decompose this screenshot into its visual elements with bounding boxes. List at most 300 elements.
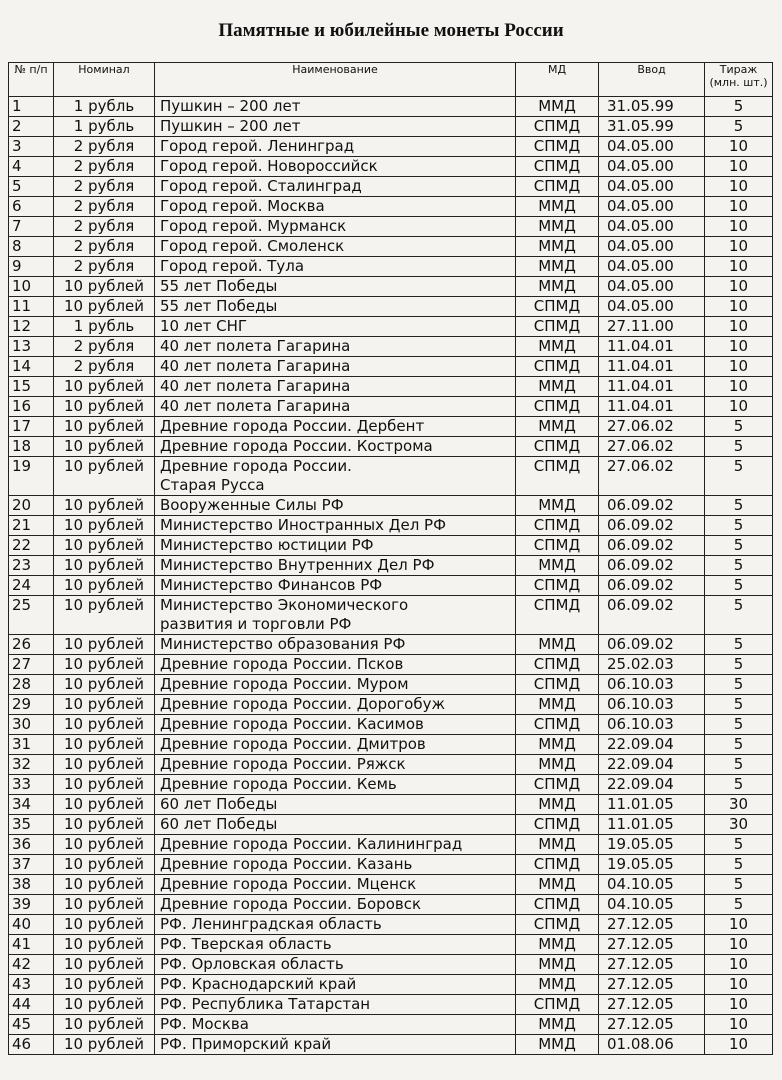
table-row [9, 995, 773, 1015]
row-name: Министерство Иностранных Дел РФ [155, 516, 516, 536]
row-mint: СПМД [516, 576, 599, 596]
table-row [9, 217, 773, 237]
row-nominal: 10 рублей [54, 417, 155, 437]
row-nominal: 10 рублей [54, 635, 155, 655]
row-date: 06.09.02 [599, 496, 705, 516]
row-mint: ММД [516, 975, 599, 995]
table-row [9, 1015, 773, 1035]
table-row [9, 97, 773, 117]
row-name: Древние города России. Касимов [155, 715, 516, 735]
row-name: 60 лет Победы [155, 795, 516, 815]
table-row [9, 496, 773, 516]
coins-table [8, 62, 773, 1055]
table-row [9, 795, 773, 815]
row-number: 3 [9, 137, 54, 157]
row-number: 10 [9, 277, 54, 297]
row-mintage: 10 [705, 297, 773, 317]
row-mintage: 10 [705, 1035, 773, 1055]
table-row [9, 177, 773, 197]
row-date: 06.10.03 [599, 715, 705, 735]
row-date: 06.09.02 [599, 516, 705, 536]
row-mintage: 5 [705, 895, 773, 915]
row-nominal: 10 рублей [54, 277, 155, 297]
row-mintage: 10 [705, 337, 773, 357]
row-name: РФ. Тверская область [155, 935, 516, 955]
row-name: Министерство Финансов РФ [155, 576, 516, 596]
row-name: Министерство образования РФ [155, 635, 516, 655]
row-number: 17 [9, 417, 54, 437]
row-date: 27.12.05 [599, 915, 705, 935]
row-mint: СПМД [516, 437, 599, 457]
row-number: 13 [9, 337, 54, 357]
row-date: 06.09.02 [599, 576, 705, 596]
row-nominal: 2 рубля [54, 337, 155, 357]
row-date: 19.05.05 [599, 855, 705, 875]
row-date: 04.05.00 [599, 177, 705, 197]
row-number: 26 [9, 635, 54, 655]
row-nominal: 10 рублей [54, 377, 155, 397]
row-nominal: 2 рубля [54, 257, 155, 277]
row-mintage: 5 [705, 496, 773, 516]
table-row [9, 277, 773, 297]
row-mint: СПМД [516, 177, 599, 197]
page-title: Памятные и юбилейные монеты России [218, 20, 564, 41]
row-mintage: 30 [705, 795, 773, 815]
row-name: Древние города России. Боровск [155, 895, 516, 915]
row-mint: СПМД [516, 516, 599, 536]
table-row [9, 895, 773, 915]
row-nominal: 10 рублей [54, 437, 155, 457]
row-mintage: 10 [705, 277, 773, 297]
row-mint: СПМД [516, 895, 599, 915]
row-number: 35 [9, 815, 54, 835]
row-mint: СПМД [516, 157, 599, 177]
row-mintage: 10 [705, 1015, 773, 1035]
row-number: 23 [9, 556, 54, 576]
row-date: 27.12.05 [599, 935, 705, 955]
row-nominal: 10 рублей [54, 895, 155, 915]
row-number: 1 [9, 97, 54, 117]
row-mintage: 5 [705, 635, 773, 655]
table-row [9, 197, 773, 217]
row-nominal: 10 рублей [54, 815, 155, 835]
row-name: РФ. Москва [155, 1015, 516, 1035]
row-number: 40 [9, 915, 54, 935]
row-number: 24 [9, 576, 54, 596]
row-number: 45 [9, 1015, 54, 1035]
row-date: 27.12.05 [599, 955, 705, 975]
row-mintage: 5 [705, 675, 773, 695]
table-header-row [9, 63, 773, 97]
row-number: 46 [9, 1035, 54, 1055]
row-mintage: 5 [705, 576, 773, 596]
row-nominal: 1 рубль [54, 97, 155, 117]
row-mintage: 5 [705, 516, 773, 536]
row-date: 11.01.05 [599, 795, 705, 815]
table-row [9, 695, 773, 715]
row-name: Древние города России. Калининград [155, 835, 516, 855]
row-nominal: 2 рубля [54, 137, 155, 157]
row-number: 20 [9, 496, 54, 516]
row-number: 22 [9, 536, 54, 556]
row-nominal: 10 рублей [54, 875, 155, 895]
header-date: Ввод [599, 63, 705, 97]
row-number: 36 [9, 835, 54, 855]
row-name: Город герой. Смоленск [155, 237, 516, 257]
row-date: 25.02.03 [599, 655, 705, 675]
row-name: 40 лет полета Гагарина [155, 377, 516, 397]
row-mint: СПМД [516, 317, 599, 337]
row-nominal: 10 рублей [54, 855, 155, 875]
row-mint: СПМД [516, 995, 599, 1015]
row-nominal: 10 рублей [54, 835, 155, 855]
row-nominal: 10 рублей [54, 655, 155, 675]
row-number: 2 [9, 117, 54, 137]
row-date: 06.09.02 [599, 635, 705, 655]
row-name: Древние города России. Кострома [155, 437, 516, 457]
row-mintage: 5 [705, 695, 773, 715]
row-nominal: 10 рублей [54, 715, 155, 735]
row-nominal: 10 рублей [54, 596, 155, 635]
row-name: Древние города России. Дорогобуж [155, 695, 516, 715]
row-mintage: 5 [705, 596, 773, 635]
row-mint: ММД [516, 217, 599, 237]
row-name: Город герой. Тула [155, 257, 516, 277]
row-nominal: 2 рубля [54, 217, 155, 237]
row-mint: СПМД [516, 815, 599, 835]
row-number: 42 [9, 955, 54, 975]
row-number: 12 [9, 317, 54, 337]
row-number: 25 [9, 596, 54, 635]
row-mintage: 10 [705, 915, 773, 935]
row-mintage: 5 [705, 875, 773, 895]
row-name: Город герой. Москва [155, 197, 516, 217]
row-name: Древние города России. Старая Русса [155, 457, 516, 496]
table-row [9, 417, 773, 437]
header-md: МД [516, 63, 599, 97]
row-mint: ММД [516, 377, 599, 397]
row-nominal: 1 рубль [54, 117, 155, 137]
row-mintage: 10 [705, 177, 773, 197]
row-nominal: 10 рублей [54, 935, 155, 955]
row-number: 15 [9, 377, 54, 397]
row-name: РФ. Краснодарский край [155, 975, 516, 995]
row-date: 19.05.05 [599, 835, 705, 855]
row-name: Город герой. Новороссийск [155, 157, 516, 177]
row-date: 27.12.05 [599, 1015, 705, 1035]
row-mintage: 10 [705, 257, 773, 277]
table-row [9, 137, 773, 157]
row-mint: ММД [516, 635, 599, 655]
row-number: 39 [9, 895, 54, 915]
row-nominal: 10 рублей [54, 536, 155, 556]
table-row [9, 815, 773, 835]
row-nominal: 10 рублей [54, 1015, 155, 1035]
row-date: 27.11.00 [599, 317, 705, 337]
row-date: 06.09.02 [599, 556, 705, 576]
row-number: 18 [9, 437, 54, 457]
row-number: 29 [9, 695, 54, 715]
row-mint: ММД [516, 795, 599, 815]
row-name: 40 лет полета Гагарина [155, 357, 516, 377]
row-number: 7 [9, 217, 54, 237]
table-row [9, 655, 773, 675]
row-name: Министерство Экономического развития и торговли РФ [155, 596, 516, 635]
row-number: 5 [9, 177, 54, 197]
table-row [9, 735, 773, 755]
row-number: 8 [9, 237, 54, 257]
row-mint: СПМД [516, 655, 599, 675]
table-row [9, 875, 773, 895]
row-name: 55 лет Победы [155, 277, 516, 297]
row-date: 11.04.01 [599, 397, 705, 417]
row-mint: СПМД [516, 357, 599, 377]
row-mint: СПМД [516, 715, 599, 735]
row-number: 33 [9, 775, 54, 795]
table-row [9, 317, 773, 337]
row-number: 38 [9, 875, 54, 895]
row-mintage: 5 [705, 556, 773, 576]
row-nominal: 10 рублей [54, 297, 155, 317]
row-nominal: 10 рублей [54, 915, 155, 935]
row-mintage: 5 [705, 457, 773, 496]
row-name: 10 лет СНГ [155, 317, 516, 337]
row-date: 04.10.05 [599, 875, 705, 895]
row-name: Город герой. Мурманск [155, 217, 516, 237]
row-number: 21 [9, 516, 54, 536]
table-row [9, 457, 773, 496]
row-mintage: 5 [705, 97, 773, 117]
row-mintage: 5 [705, 715, 773, 735]
header-run: Тираж (млн. шт.) [705, 63, 773, 97]
row-mint: ММД [516, 1035, 599, 1055]
row-name: Пушкин – 200 лет [155, 97, 516, 117]
row-date: 11.04.01 [599, 337, 705, 357]
row-date: 31.05.99 [599, 97, 705, 117]
table-body [9, 97, 773, 1055]
table-row [9, 377, 773, 397]
row-nominal: 2 рубля [54, 237, 155, 257]
table-row [9, 975, 773, 995]
row-mint: ММД [516, 277, 599, 297]
row-nominal: 2 рубля [54, 197, 155, 217]
table-row [9, 675, 773, 695]
row-mint: ММД [516, 755, 599, 775]
row-mint: ММД [516, 556, 599, 576]
row-name: Древние города России. Дмитров [155, 735, 516, 755]
row-nominal: 10 рублей [54, 955, 155, 975]
table-row [9, 237, 773, 257]
header-name: Наименование [155, 63, 516, 97]
row-number: 9 [9, 257, 54, 277]
table-row [9, 855, 773, 875]
row-mint: СПМД [516, 775, 599, 795]
row-mint: ММД [516, 1015, 599, 1035]
row-nominal: 10 рублей [54, 795, 155, 815]
row-name: РФ. Республика Татарстан [155, 995, 516, 1015]
row-date: 27.06.02 [599, 417, 705, 437]
table-row [9, 337, 773, 357]
row-mint: ММД [516, 97, 599, 117]
row-mint: СПМД [516, 137, 599, 157]
row-mint: ММД [516, 417, 599, 437]
row-date: 04.05.00 [599, 217, 705, 237]
row-mintage: 5 [705, 437, 773, 457]
row-mintage: 10 [705, 995, 773, 1015]
row-mintage: 10 [705, 217, 773, 237]
row-number: 32 [9, 755, 54, 775]
row-mintage: 5 [705, 755, 773, 775]
row-date: 06.09.02 [599, 596, 705, 635]
table-row [9, 157, 773, 177]
row-nominal: 1 рубль [54, 317, 155, 337]
row-mintage: 10 [705, 197, 773, 217]
row-mint: СПМД [516, 297, 599, 317]
row-date: 04.05.00 [599, 257, 705, 277]
row-mintage: 10 [705, 935, 773, 955]
row-number: 4 [9, 157, 54, 177]
row-mintage: 10 [705, 955, 773, 975]
table-row [9, 835, 773, 855]
row-number: 11 [9, 297, 54, 317]
row-name: 40 лет полета Гагарина [155, 337, 516, 357]
row-date: 27.06.02 [599, 437, 705, 457]
row-mint: ММД [516, 935, 599, 955]
row-nominal: 10 рублей [54, 556, 155, 576]
table-row [9, 117, 773, 137]
row-mint: СПМД [516, 457, 599, 496]
row-mintage: 30 [705, 815, 773, 835]
table-row [9, 357, 773, 377]
row-number: 30 [9, 715, 54, 735]
row-name: РФ. Приморский край [155, 1035, 516, 1055]
row-mint: ММД [516, 197, 599, 217]
row-date: 06.09.02 [599, 536, 705, 556]
row-mint: СПМД [516, 915, 599, 935]
table-row [9, 556, 773, 576]
row-date: 27.12.05 [599, 995, 705, 1015]
row-number: 44 [9, 995, 54, 1015]
row-date: 01.08.06 [599, 1035, 705, 1055]
row-name: Древние города России. Ряжск [155, 755, 516, 775]
row-number: 34 [9, 795, 54, 815]
row-number: 6 [9, 197, 54, 217]
row-mintage: 10 [705, 317, 773, 337]
row-name: 55 лет Победы [155, 297, 516, 317]
row-name: Древние города России. Псков [155, 655, 516, 675]
row-number: 27 [9, 655, 54, 675]
row-name: Древние города России. Кемь [155, 775, 516, 795]
row-mintage: 10 [705, 377, 773, 397]
row-mint: ММД [516, 835, 599, 855]
row-date: 27.06.02 [599, 457, 705, 496]
row-number: 19 [9, 457, 54, 496]
row-nominal: 10 рублей [54, 775, 155, 795]
table-row [9, 437, 773, 457]
row-mintage: 10 [705, 237, 773, 257]
table-row [9, 635, 773, 655]
row-mintage: 10 [705, 137, 773, 157]
row-date: 04.05.00 [599, 157, 705, 177]
table-row [9, 536, 773, 556]
row-nominal: 2 рубля [54, 357, 155, 377]
row-mint: СПМД [516, 675, 599, 695]
row-name: Министерство юстиции РФ [155, 536, 516, 556]
row-mintage: 5 [705, 655, 773, 675]
row-name: РФ. Ленинградская область [155, 915, 516, 935]
row-date: 22.09.04 [599, 755, 705, 775]
row-name: Древние города России. Казань [155, 855, 516, 875]
row-date: 22.09.04 [599, 735, 705, 755]
row-nominal: 10 рублей [54, 576, 155, 596]
row-nominal: 10 рублей [54, 516, 155, 536]
row-name: 40 лет полета Гагарина [155, 397, 516, 417]
table-row [9, 915, 773, 935]
row-mintage: 5 [705, 735, 773, 755]
row-nominal: 10 рублей [54, 496, 155, 516]
row-mint: СПМД [516, 596, 599, 635]
row-mint: ММД [516, 695, 599, 715]
row-name: Город герой. Ленинград [155, 137, 516, 157]
row-name: Древние города России. Дербент [155, 417, 516, 437]
row-nominal: 10 рублей [54, 397, 155, 417]
row-mint: ММД [516, 237, 599, 257]
row-name: Город герой. Сталинград [155, 177, 516, 197]
header-num: № п/п [9, 63, 54, 97]
row-mint: ММД [516, 496, 599, 516]
row-mintage: 5 [705, 835, 773, 855]
row-nominal: 10 рублей [54, 995, 155, 1015]
row-nominal: 10 рублей [54, 755, 155, 775]
row-mint: ММД [516, 955, 599, 975]
row-date: 04.05.00 [599, 197, 705, 217]
row-mint: ММД [516, 337, 599, 357]
row-mintage: 10 [705, 975, 773, 995]
row-name: Древние города России. Мценск [155, 875, 516, 895]
row-nominal: 10 рублей [54, 695, 155, 715]
table-row [9, 297, 773, 317]
row-name: Древние города России. Муром [155, 675, 516, 695]
table-row [9, 516, 773, 536]
row-date: 04.05.00 [599, 277, 705, 297]
row-number: 28 [9, 675, 54, 695]
row-mint: ММД [516, 875, 599, 895]
row-date: 27.12.05 [599, 975, 705, 995]
table-row [9, 955, 773, 975]
row-date: 31.05.99 [599, 117, 705, 137]
row-number: 16 [9, 397, 54, 417]
row-number: 37 [9, 855, 54, 875]
table-row [9, 755, 773, 775]
row-mintage: 10 [705, 397, 773, 417]
table-row [9, 257, 773, 277]
table-row [9, 715, 773, 735]
row-date: 22.09.04 [599, 775, 705, 795]
row-mintage: 5 [705, 775, 773, 795]
row-mintage: 10 [705, 357, 773, 377]
header-nominal: Номинал [54, 63, 155, 97]
row-mint: СПМД [516, 855, 599, 875]
row-date: 04.05.00 [599, 137, 705, 157]
row-name: РФ. Орловская область [155, 955, 516, 975]
row-mint: СПМД [516, 397, 599, 417]
row-date: 11.04.01 [599, 357, 705, 377]
table-row [9, 576, 773, 596]
table-row [9, 935, 773, 955]
row-mint: ММД [516, 735, 599, 755]
row-mint: ММД [516, 257, 599, 277]
row-mintage: 5 [705, 417, 773, 437]
